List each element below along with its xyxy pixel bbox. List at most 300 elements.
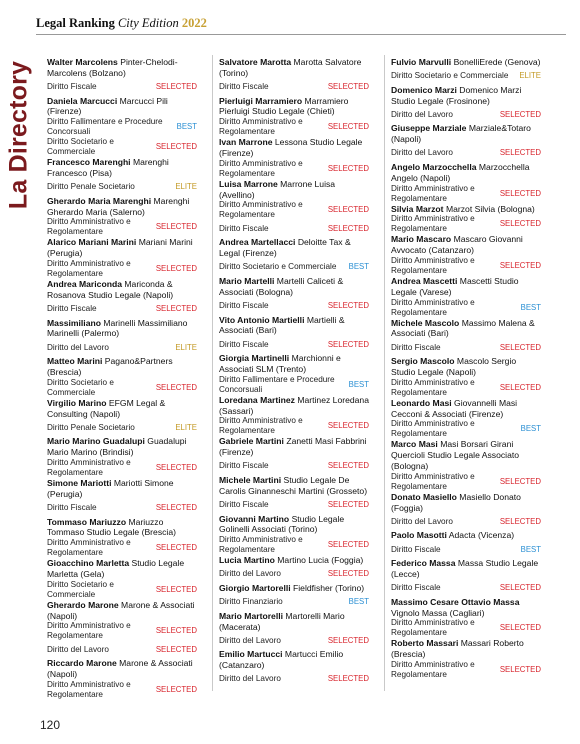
firm-name: Martino Lucia (Foggia) <box>277 555 364 566</box>
practice-area: Diritto Amministrativo e Regolamentare <box>391 214 475 234</box>
practice-area: Diritto del Lavoro <box>47 342 109 352</box>
lawyer-name: Salvatore Marotta <box>219 57 292 67</box>
ranking-badge: SELECTED <box>327 82 369 92</box>
ranking-badge: SELECTED <box>499 664 541 674</box>
lawyer-entry <box>391 439 541 491</box>
practice-area: Diritto Penale Societario <box>47 182 135 192</box>
lawyer-entry <box>47 96 197 158</box>
lawyer-name: Gabriele Martini <box>219 436 284 447</box>
firm-name: Vignolo Massa (Cagliari) <box>391 607 485 618</box>
lawyer-entry <box>391 85 541 124</box>
lawyer-entry <box>219 475 369 514</box>
lawyer-entry <box>219 57 369 96</box>
lawyer-name: Giovanni Martino <box>219 513 290 524</box>
firm-name: Marzot Silvia (Bologna) <box>445 203 535 214</box>
practice-area: Diritto Fiscale <box>219 82 269 92</box>
ranking-badge: SELECTED <box>327 339 369 349</box>
practice-row <box>219 259 369 276</box>
ranking-badge: SELECTED <box>327 540 369 550</box>
entry-heading <box>219 57 369 79</box>
lawyer-name: Michele Martini <box>219 474 282 485</box>
ranking-badge: SELECTED <box>327 163 369 173</box>
practice-row <box>391 68 541 85</box>
entry-heading <box>219 583 369 594</box>
practice-row <box>219 159 369 179</box>
lawyer-entry <box>219 555 369 583</box>
lawyer-entry <box>219 514 369 556</box>
ranking-badge: SELECTED <box>155 462 197 472</box>
practice-area: Diritto Societario e Commerciale <box>219 262 337 272</box>
entry-heading <box>47 436 197 458</box>
lawyer-name: Luisa Marrone <box>219 178 278 189</box>
ranking-badge: SELECTED <box>155 82 197 92</box>
practice-area: Diritto Amministrativo e Regolamentare <box>219 416 303 436</box>
entry-heading <box>47 398 197 420</box>
directory-column-2 <box>219 57 369 688</box>
lawyer-name: Silvia Marzot <box>391 203 444 214</box>
lawyer-name: Andrea Martellacci <box>219 237 296 248</box>
firm-name: Marzocchella Angelo (Napoli) <box>391 161 530 183</box>
practice-row <box>47 641 197 658</box>
practice-row <box>47 79 197 96</box>
practice-row <box>219 200 369 220</box>
firm-name: Mariconda & Rosanova Studio Legale (Napoli) <box>47 278 174 300</box>
lawyer-name: Giorgio Martorelli <box>219 582 291 593</box>
lawyer-entry <box>391 356 541 398</box>
entry-heading <box>391 85 541 107</box>
practice-area: Diritto Amministrativo e Regolamentare <box>391 471 475 491</box>
lawyer-name: Pierluigi Marramiero <box>219 95 303 106</box>
practice-row <box>47 458 197 478</box>
lawyer-entry <box>219 649 369 688</box>
practice-area: Diritto Amministrativo e Regolamentare <box>391 377 475 397</box>
practice-area: Diritto Fiscale <box>219 500 269 510</box>
firm-name: Marramiero Pierluigi Studio Legale (Chieti) <box>219 95 349 117</box>
entry-heading <box>391 356 541 378</box>
practice-row <box>219 375 369 395</box>
entry-heading <box>391 492 541 514</box>
page-number: 120 <box>40 718 61 732</box>
lawyer-name: Andrea Mascetti <box>391 275 458 286</box>
practice-area: Diritto Amministrativo e Regolamentare <box>391 419 475 439</box>
practice-area: Diritto del Lavoro <box>47 644 109 654</box>
lawyer-entry <box>219 353 369 395</box>
lawyer-name: Matteo Marini <box>47 356 103 367</box>
lawyer-name: Federico Massa <box>391 558 456 569</box>
lawyer-entry <box>47 237 197 279</box>
practice-row <box>47 680 197 700</box>
lawyer-entry <box>47 318 197 357</box>
lawyer-entry <box>219 137 369 179</box>
practice-area: Diritto Fiscale <box>219 339 269 349</box>
ranking-badge: SELECTED <box>155 543 197 553</box>
practice-area: Diritto Amministrativo e Regolamentare <box>47 258 131 278</box>
firm-name: BonelliErede (Genova) <box>453 57 541 67</box>
firm-name: Massa Studio Legale (Lecce) <box>391 558 539 579</box>
lawyer-entry <box>47 478 197 517</box>
practice-row <box>391 378 541 398</box>
lawyer-name: Andrea Mariconda <box>47 278 122 289</box>
firm-name: Giovannelli Masi Cecconi & Associati (Firenze) <box>391 397 518 419</box>
practice-row <box>219 458 369 475</box>
practice-row <box>219 416 369 436</box>
ranking-badge: SELECTED <box>327 569 369 579</box>
ranking-badge: BEST <box>520 302 541 312</box>
header-year: 2022 <box>181 16 207 30</box>
lawyer-name: Massimiliano <box>47 317 101 328</box>
practice-area: Diritto Amministrativo e Regolamentare <box>47 538 131 558</box>
lawyer-entry <box>47 398 197 437</box>
practice-area: Diritto Amministrativo e Regolamentare <box>47 217 131 237</box>
ranking-badge: SELECTED <box>499 148 541 158</box>
lawyer-entry <box>219 179 369 238</box>
practice-row <box>219 298 369 315</box>
practice-area: Diritto Fiscale <box>219 223 269 233</box>
entry-heading <box>391 318 541 340</box>
lawyer-name: Roberto Massari <box>391 638 459 649</box>
lawyer-name: Donato Masiello <box>391 491 457 502</box>
ranking-badge: ELITE <box>175 422 197 432</box>
firm-name: Marrone Luisa (Avellino) <box>219 178 336 200</box>
lawyer-entry <box>391 558 541 597</box>
firm-name: Marinelli Massimiliano Marinelli (Palermo) <box>47 317 188 339</box>
lawyer-name: Lucia Martino <box>219 555 275 566</box>
lawyer-entry <box>219 611 369 650</box>
ranking-badge: SELECTED <box>155 304 197 314</box>
column-divider <box>384 55 385 691</box>
practice-row <box>47 378 197 398</box>
lawyer-entry <box>47 157 197 196</box>
practice-row <box>47 117 197 137</box>
entry-heading <box>219 237 369 259</box>
firm-name: Martielli & Associati (Bari) <box>219 314 345 336</box>
firm-name: Marziale&Totaro (Napoli) <box>391 123 531 145</box>
practice-row <box>219 117 369 137</box>
practice-row <box>47 419 197 436</box>
firm-name: Marotta Salvatore (Torino) <box>219 57 362 78</box>
entry-heading <box>47 517 197 539</box>
lawyer-name: Michele Mascolo <box>391 317 460 328</box>
ranking-badge: SELECTED <box>155 584 197 594</box>
practice-row <box>391 541 541 558</box>
practice-row <box>219 594 369 611</box>
ranking-badge: SELECTED <box>499 516 541 526</box>
practice-row <box>47 538 197 558</box>
practice-area: Diritto Amministrativo e Regolamentare <box>391 618 475 638</box>
ranking-badge: SELECTED <box>499 188 541 198</box>
entry-heading <box>219 611 369 633</box>
ranking-badge: SELECTED <box>499 260 541 270</box>
entry-heading <box>219 276 369 298</box>
practice-row <box>47 580 197 600</box>
lawyer-entry <box>47 517 197 559</box>
practice-area: Diritto del Lavoro <box>219 635 281 645</box>
lawyer-entry <box>219 237 369 276</box>
ranking-badge: BEST <box>348 262 369 272</box>
practice-area: Diritto Societario e Commerciale <box>391 71 509 81</box>
lawyer-entry <box>391 276 541 318</box>
header-title: Legal Ranking <box>36 16 115 30</box>
ranking-badge: SELECTED <box>499 109 541 119</box>
practice-area: Diritto Fiscale <box>391 583 441 593</box>
firm-name: Pinter-Chelodi-Marcolens (Bolzano) <box>47 57 178 78</box>
ranking-badge: SELECTED <box>327 301 369 311</box>
practice-row <box>391 339 541 356</box>
ranking-badge: BEST <box>348 379 369 389</box>
ranking-badge: SELECTED <box>155 222 197 232</box>
practice-area: Diritto Amministrativo e Regolamentare <box>219 117 303 137</box>
ranking-badge: BEST <box>520 424 541 434</box>
lawyer-entry <box>391 162 541 204</box>
entry-heading <box>391 597 541 619</box>
lawyer-entry <box>391 57 541 85</box>
practice-row <box>47 500 197 517</box>
practice-row <box>391 660 541 680</box>
lawyer-name: Alarico Mariani Marini <box>47 237 137 248</box>
practice-area: Diritto Fiscale <box>219 301 269 311</box>
entry-heading <box>391 123 541 145</box>
practice-area: Diritto Amministrativo e Regolamentare <box>47 621 131 641</box>
entry-heading <box>219 475 369 497</box>
firm-name: EFGM Legal & Consulting (Napoli) <box>47 397 166 419</box>
firm-name: Marcucci Pili (Firenze) <box>47 95 168 117</box>
lawyer-entry <box>391 398 541 440</box>
ranking-badge: SELECTED <box>155 626 197 636</box>
lawyer-entry <box>219 436 369 475</box>
firm-name: Studio Legale Golinelli Associati (Torino) <box>219 513 345 535</box>
entry-heading <box>47 196 197 218</box>
practice-row <box>47 339 197 356</box>
lawyer-entry <box>47 356 197 398</box>
practice-row <box>391 419 541 439</box>
ranking-badge: SELECTED <box>155 503 197 513</box>
practice-area: Diritto Amministrativo e Regolamentare <box>219 200 303 220</box>
lawyer-entry <box>391 597 541 639</box>
lawyer-name: Massimo Cesare Ottavio Massa <box>391 596 520 607</box>
firm-name: Mariuzzo Tommaso Studio Legale (Brescia) <box>47 516 176 538</box>
entry-heading <box>391 204 541 215</box>
ranking-badge: SELECTED <box>327 674 369 684</box>
practice-row <box>391 256 541 276</box>
practice-area: Diritto Amministrativo e Regolamentare <box>219 158 303 178</box>
lawyer-entry <box>391 123 541 162</box>
lawyer-entry <box>391 492 541 531</box>
ranking-badge: ELITE <box>519 71 541 81</box>
practice-area: Diritto Societario e Commerciale <box>47 579 114 599</box>
practice-area: Diritto del Lavoro <box>219 674 281 684</box>
lawyer-name: Mario Marino Guadalupi <box>47 436 145 447</box>
column-divider <box>212 55 213 691</box>
ranking-badge: SELECTED <box>499 382 541 392</box>
practice-row <box>47 137 197 157</box>
entry-heading <box>391 558 541 580</box>
ranking-badge: SELECTED <box>155 263 197 273</box>
ranking-badge: BEST <box>176 122 197 132</box>
lawyer-entry <box>391 234 541 276</box>
firm-name: Pagano&Partners (Brescia) <box>47 356 173 377</box>
entry-heading <box>219 514 369 536</box>
practice-row <box>391 106 541 123</box>
lawyer-name: Daniela Marcucci <box>47 95 118 106</box>
ranking-badge: BEST <box>348 597 369 607</box>
section-title: La Directory <box>4 60 33 210</box>
practice-row <box>391 580 541 597</box>
entry-heading <box>219 436 369 458</box>
lawyer-name: Gherardo Marone <box>47 599 119 610</box>
practice-row <box>219 497 369 514</box>
lawyer-entry <box>391 638 541 680</box>
practice-area: Diritto Amministrativo e Regolamentare <box>47 457 131 477</box>
practice-row <box>219 336 369 353</box>
practice-row <box>391 214 541 234</box>
entry-heading <box>219 179 369 201</box>
entry-heading <box>47 157 197 179</box>
lawyer-name: Francesco Marenghi <box>47 157 131 168</box>
firm-name: Massari Roberto (Brescia) <box>391 638 524 660</box>
entry-heading <box>219 649 369 671</box>
firm-name: Mariani Marini (Perugia) <box>47 237 193 259</box>
ranking-badge: ELITE <box>175 182 197 192</box>
firm-name: Lessona Studio Legale (Firenze) <box>219 137 363 158</box>
firm-name: Fieldfisher (Torino) <box>293 582 365 593</box>
firm-name: Marone & Associati (Napoli) <box>47 599 195 621</box>
ranking-badge: SELECTED <box>155 382 197 392</box>
entry-heading <box>47 658 197 680</box>
practice-area: Diritto Fiscale <box>47 503 97 513</box>
firm-name: Marone & Associati (Napoli) <box>47 658 193 680</box>
entry-heading <box>391 530 541 541</box>
entry-heading <box>219 96 369 118</box>
entry-heading <box>391 162 541 184</box>
lawyer-name: Mario Martorelli <box>219 610 283 621</box>
ranking-badge: SELECTED <box>155 684 197 694</box>
practice-row <box>391 513 541 530</box>
lawyer-name: Gherardo Maria Marenghi <box>47 195 152 206</box>
ranking-badge: SELECTED <box>499 476 541 486</box>
ranking-badge: SELECTED <box>327 205 369 215</box>
practice-row <box>47 621 197 641</box>
lawyer-name: Riccardo Marone <box>47 658 117 669</box>
practice-area: Diritto Finanziario <box>219 597 283 607</box>
firm-name: Martorelli Mario (Macerata) <box>219 610 345 632</box>
lawyer-name: Tommaso Mariuzzo <box>47 516 127 527</box>
section-tab <box>4 60 34 210</box>
ranking-badge: SELECTED <box>155 644 197 654</box>
lawyer-entry <box>47 196 197 238</box>
lawyer-name: Marco Masi <box>391 439 438 450</box>
lawyer-name: Ivan Marrone <box>219 137 273 148</box>
lawyer-name: Leonardo Masi <box>391 397 452 408</box>
firm-name: Mariotti Simone (Perugia) <box>47 477 174 499</box>
lawyer-name: Angelo Marzocchella <box>391 161 477 172</box>
practice-area: Diritto Penale Societario <box>47 422 135 432</box>
directory-column-3 <box>391 57 541 680</box>
practice-row <box>47 301 197 318</box>
lawyer-name: Emilio Martucci <box>219 649 283 660</box>
ranking-badge: SELECTED <box>499 219 541 229</box>
lawyer-name: Sergio Mascolo <box>391 356 455 367</box>
practice-area: Diritto Fiscale <box>391 342 441 352</box>
lawyer-entry <box>47 658 197 700</box>
entry-heading <box>391 398 541 420</box>
firm-name: Adacta (Vicenza) <box>448 530 515 541</box>
lawyer-name: Simone Mariotti <box>47 477 112 488</box>
ranking-badge: BEST <box>520 544 541 554</box>
lawyer-name: Virgilio Marino <box>47 397 107 408</box>
firm-name: Martucci Emilio (Catanzaro) <box>219 649 344 671</box>
firm-name: Massimo Malena & Associati (Bari) <box>391 317 535 339</box>
ranking-badge: SELECTED <box>499 342 541 352</box>
practice-area: Diritto del Lavoro <box>391 109 453 119</box>
lawyer-name: Paolo Masotti <box>391 530 447 541</box>
practice-area: Diritto Societario e Commerciale <box>47 137 114 157</box>
practice-area: Diritto Amministrativo e Regolamentare <box>391 183 475 203</box>
entry-heading <box>219 137 369 159</box>
practice-area: Diritto Amministrativo e Regolamentare <box>47 679 131 699</box>
entry-heading <box>47 600 197 622</box>
ranking-badge: SELECTED <box>327 635 369 645</box>
lawyer-name: Vito Antonio Martielli <box>219 314 305 325</box>
firm-name: Domenico Marzi Studio Legale (Frosinone) <box>391 84 522 106</box>
lawyer-name: Fulvio Marvulli <box>391 57 452 67</box>
ranking-badge: ELITE <box>175 342 197 352</box>
practice-row <box>47 259 197 279</box>
practice-area: Diritto Fallimentare e Procedure Concorsuali <box>47 117 163 137</box>
lawyer-name: Giorgia Martinelli <box>219 353 290 364</box>
firm-name: Marenghi Gherardo Maria (Salerno) <box>47 195 190 217</box>
entry-heading <box>391 234 541 256</box>
entry-heading <box>219 395 369 417</box>
ranking-badge: SELECTED <box>327 421 369 431</box>
lawyer-entry <box>47 57 197 96</box>
entry-heading <box>47 279 197 301</box>
practice-row <box>219 535 369 555</box>
practice-row <box>219 566 369 583</box>
lawyer-entry <box>47 558 197 600</box>
practice-row <box>391 145 541 162</box>
lawyer-entry <box>219 96 369 138</box>
practice-area: Diritto Amministrativo e Regolamentare <box>391 297 475 317</box>
firm-name: Masi Borsari Girani Quercioli Studio Legale Associato (Bologna) <box>391 439 520 471</box>
practice-row <box>47 217 197 237</box>
lawyer-entry <box>47 436 197 478</box>
practice-area: Diritto del Lavoro <box>391 516 453 526</box>
lawyer-name: Giuseppe Marziale <box>391 123 467 134</box>
firm-name: Mascolo Sergio Studio Legale (Napoli) <box>391 356 517 377</box>
practice-area: Diritto del Lavoro <box>391 148 453 158</box>
entry-heading <box>47 96 197 118</box>
practice-area: Diritto Amministrativo e Regolamentare <box>219 535 303 555</box>
practice-row <box>391 184 541 204</box>
practice-area: Diritto Fiscale <box>391 544 441 554</box>
firm-name: Deloitte Tax & Legal (Firenze) <box>219 237 351 259</box>
entry-heading <box>219 353 369 375</box>
ranking-badge: SELECTED <box>499 623 541 633</box>
practice-area: Diritto Fiscale <box>219 461 269 471</box>
entry-heading <box>391 638 541 660</box>
lawyer-name: Walter Marcolens <box>47 57 118 67</box>
ranking-badge: SELECTED <box>327 500 369 510</box>
practice-area: Diritto Fallimentare e Procedure Concorsuali <box>219 374 335 394</box>
firm-name: Martelli Caliceti & Associati (Bologna) <box>219 275 344 297</box>
header-rule <box>36 34 566 35</box>
practice-row <box>219 671 369 688</box>
firm-name: Studio Legale De Carolis Ginanneschi Martini (Grosseto) <box>219 474 368 496</box>
practice-row <box>219 632 369 649</box>
lawyer-name: Domenico Marzi <box>391 84 457 95</box>
ranking-badge: SELECTED <box>327 223 369 233</box>
practice-area: Diritto del Lavoro <box>219 569 281 579</box>
